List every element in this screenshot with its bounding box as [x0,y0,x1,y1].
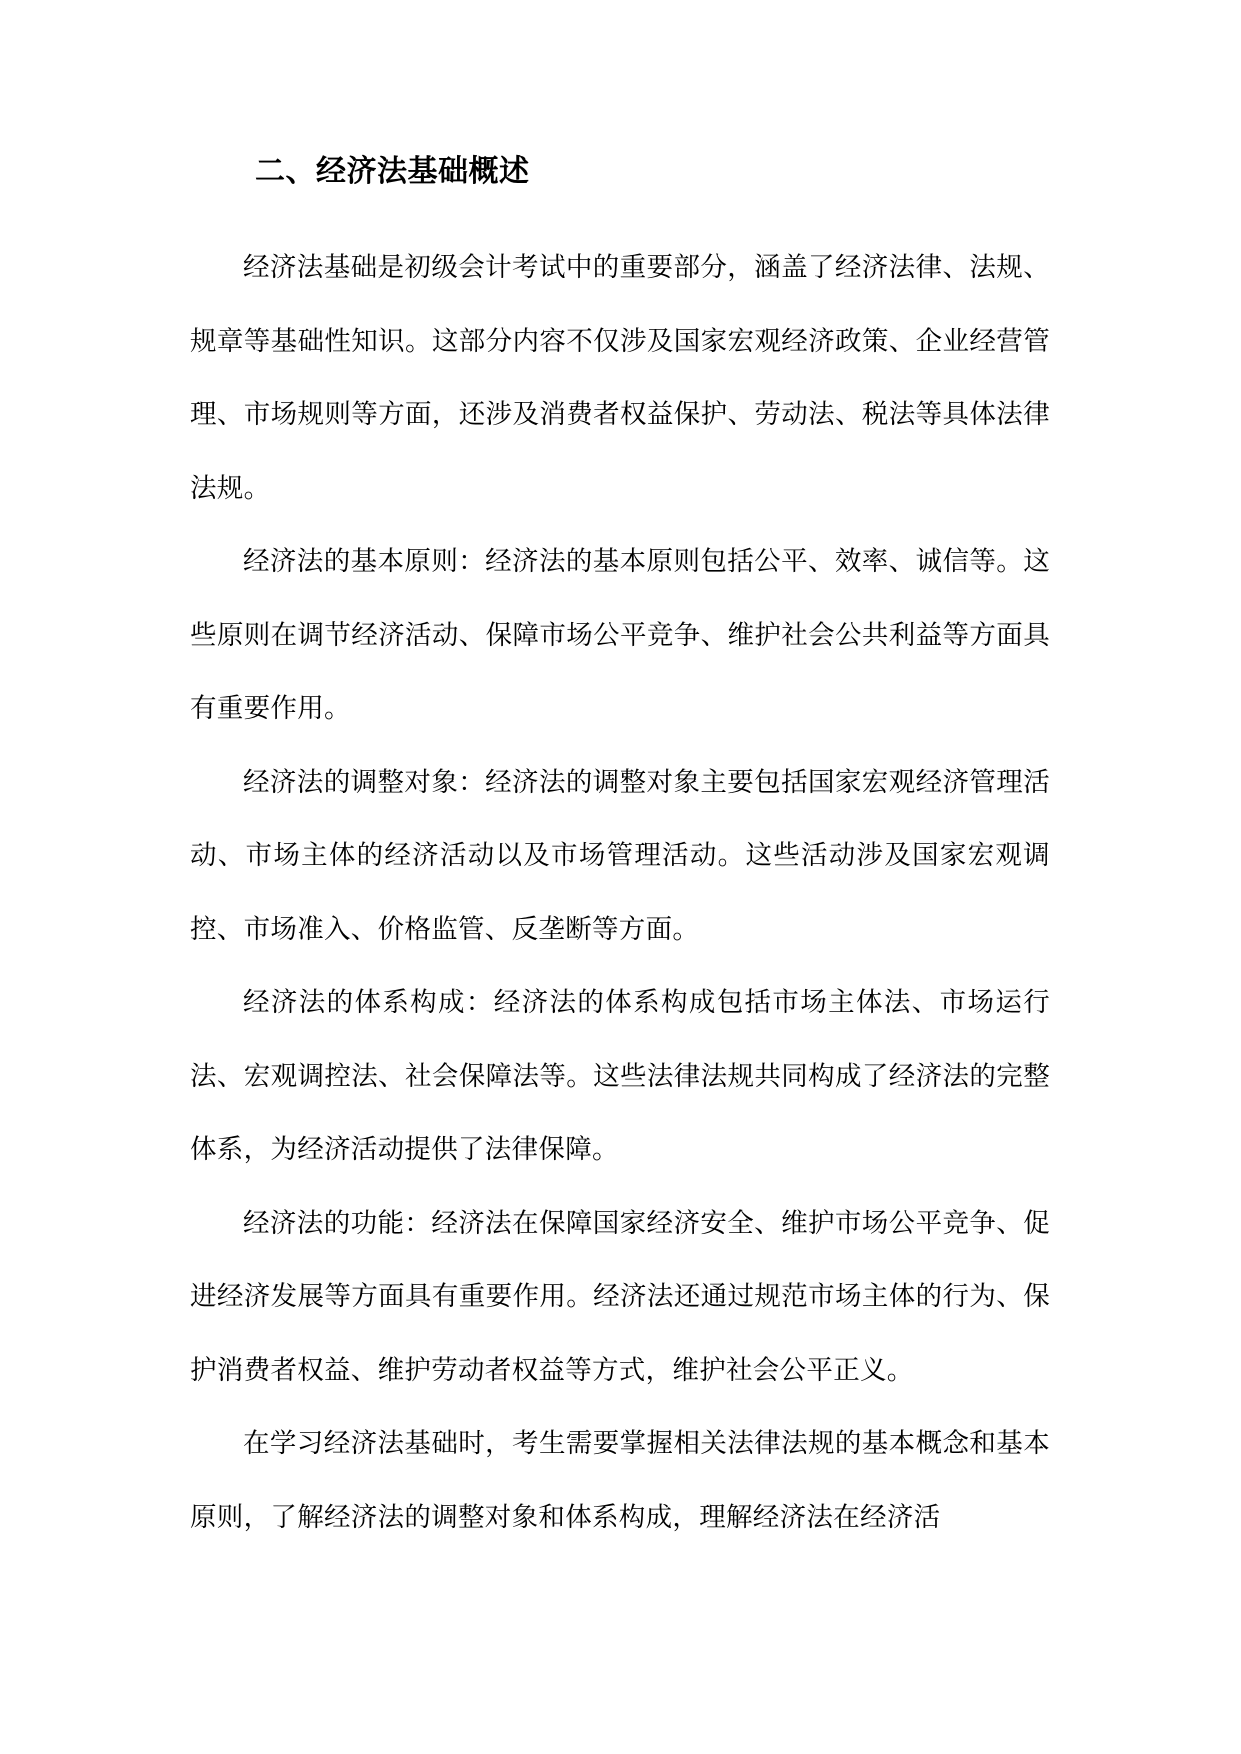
paragraph-adjustment-objects: 经济法的调整对象：经济法的调整对象主要包括国家宏观经济管理活动、市场主体的经济活动以及市场管理活动。这些活动涉及国家宏观调控、市场准入、价格监管、反垄断等方面。 [190,766,1050,945]
paragraph-study-advice: 在学习经济法基础时，考生需要掌握相关法律法规的基本概念和基本原则，了解经济法的调整对象和体系构成，理解经济法在经济活 [190,1428,1050,1533]
paragraph-functions: 经济法的功能：经济法在保障国家经济安全、维护市场公平竞争、促进经济发展等方面具有重要作用。经济法还通过规范市场主体的行为、保护消费者权益、维护劳动者权益等方式，维护社会公平正义。 [190,1207,1050,1386]
paragraph-system-structure: 经济法的体系构成：经济法的体系构成包括市场主体法、市场运行法、宏观调控法、社会保障法等。这些法律法规共同构成了经济法的完整体系，为经济活动提供了法律保障。 [190,987,1050,1165]
paragraph-overview: 经济法基础是初级会计考试中的重要部分，涵盖了经济法律、法规、规章等基础性知识。这部分内容不仅涉及国家宏观经济政策、企业经营管理、市场规则等方面，还涉及消费者权益保护、劳动法、税法等具体法律法规。 [190,252,1050,504]
section-heading: 二、经济法基础概述 [255,154,530,189]
body-text [190,231,1050,1554]
paragraph-basic-principles: 经济法的基本原则：经济法的基本原则包括公平、效率、诚信等。这些原则在调节经济活动、保障市场公平竞争、维护社会公共利益等方面具有重要作用。 [190,546,1050,724]
